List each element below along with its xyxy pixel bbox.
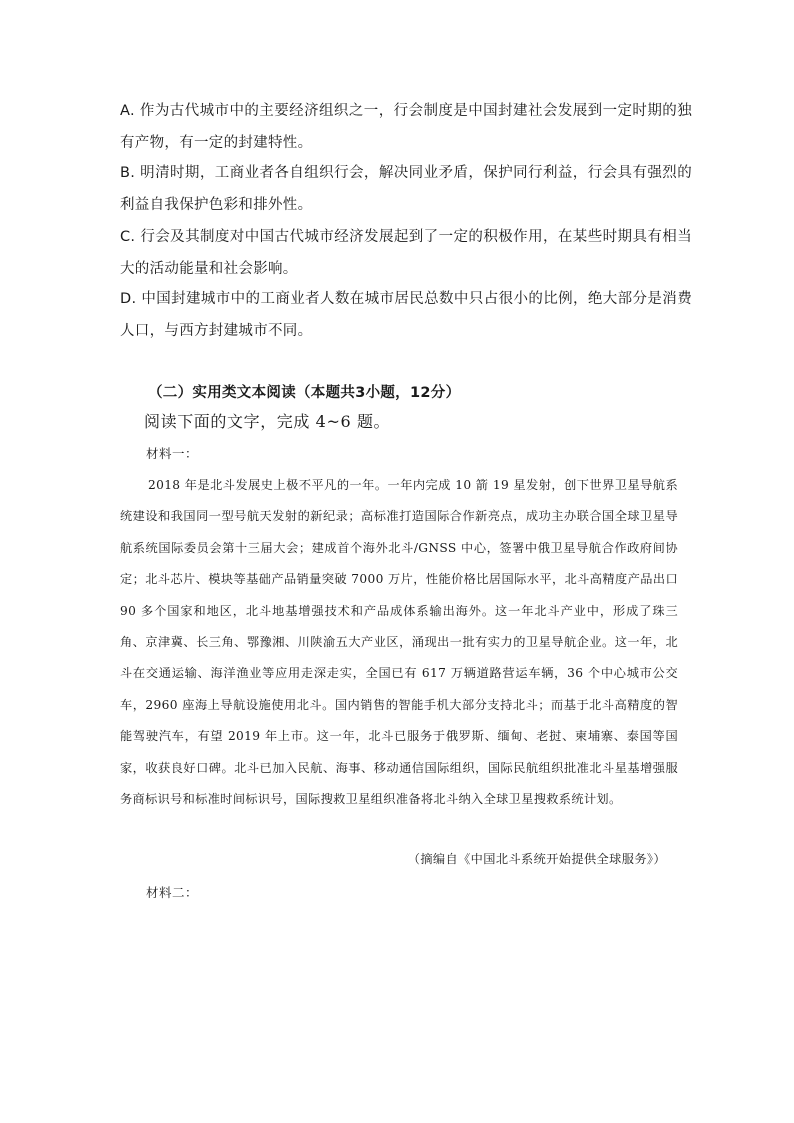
material-one-label: 材料一： bbox=[146, 446, 199, 461]
section-title: （二）实用类文本阅读（本题共3小题，12分） bbox=[148, 385, 461, 401]
option-b: B. 明清时期，工商业者各自组织行会，解决同业矛盾，保护同行利益，行会具有强烈的利益自我保护色彩和排外性。 bbox=[120, 165, 692, 213]
option-c: C. 行会及其制度对中国古代城市经济发展起到了一定的积极作用，在某些时期具有相当大的活动能量和社会影响。 bbox=[120, 229, 692, 277]
material-one-source: （摘编自《中国北斗系统开始提供全球服务》） bbox=[407, 852, 666, 866]
material-two-label: 材料二： bbox=[146, 885, 199, 900]
option-a: A. 作为古代城市中的主要经济组织之一，行会制度是中国封建社会发展到一定时期的独有产物，有一定的封建特性。 bbox=[120, 103, 692, 151]
reading-instruction: 阅读下面的文字，完成 4~6 题。 bbox=[144, 412, 391, 431]
material-one-body: 2018 年是北斗发展史上极不平凡的一年。一年内完成 10 箭 19 星发射，创下世界卫星导航系统建设和我国同一型号航天发射的新纪录；高标准打造国际合作新亮点，成功主办联合国全球卫星导航系统国际委员会第十三届大会；建成首个海外北斗/GNSS 中心，签署中俄卫星导航合作政府间协定；北斗芯片、模块等基础产品销量突破 7000 万片，性能价格比居国际水平，北斗高精度产品出口 90 多个国家和地区，北斗地基增强技术和产品成体系输出海外。这一年北斗产业中，形成了珠三角、京津冀、长三角、鄂豫湘、川陕渝五大产业区，涌现出一批有实力的卫星导航企业。这一年，北斗在交通运输、海洋渔业等应用走深走实，全国已有 617 万辆道路营运车辆，36 个中心城市公交车，2960 座海上导航设施使用北斗。国内销售的智能手机大部分支持北斗；而基于北斗高精度的智能驾驶汽车，有望 2019 年上市。这一年，北斗已服务于俄罗斯、缅甸、老挝、柬埔寨、泰国等国家，收获良好口碑。北斗已加入民航、海事、移动通信国际组织，国际民航组织批准北斗星基增强服务商标识号和标准时间标识号，国际搜救卫星组织准备将北斗纳入全球卫星搜救系统计划。 bbox=[120, 478, 678, 807]
option-d: D. 中国封建城市中的工商业者人数在城市居民总数中只占很小的比例，绝大部分是消费人口，与西方封建城市不同。 bbox=[120, 291, 692, 339]
